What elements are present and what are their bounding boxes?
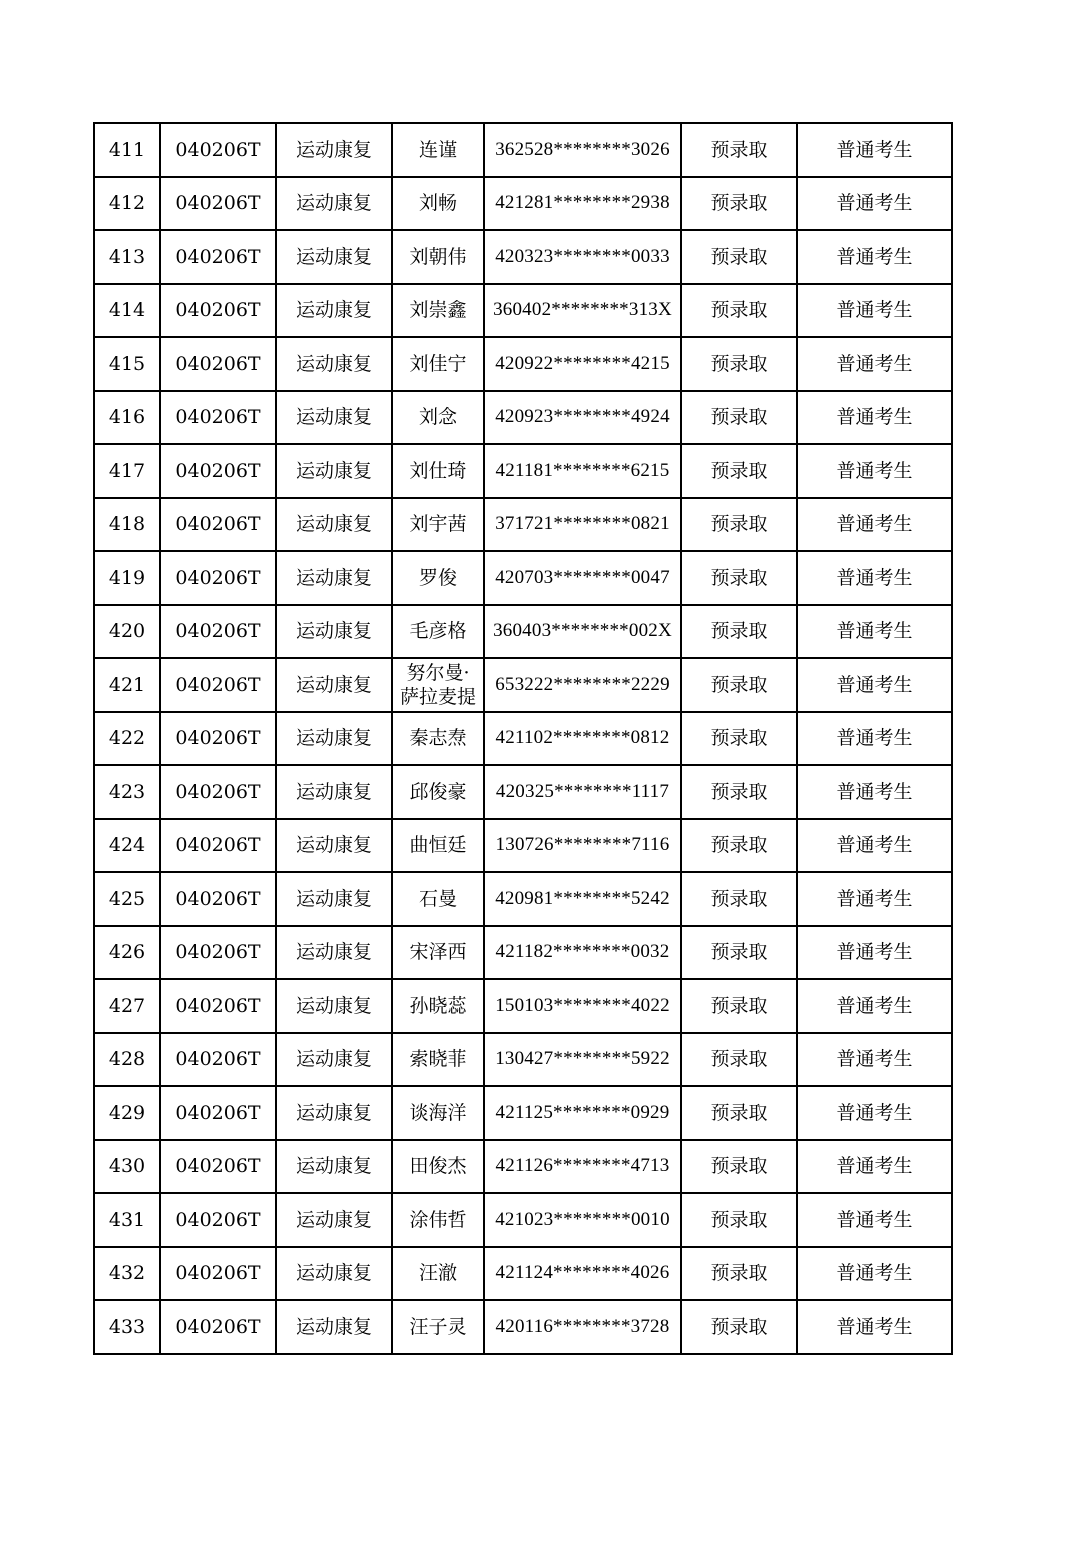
row-number-cell: 425 — [94, 872, 160, 926]
major-code-cell: 040206T — [160, 712, 276, 766]
admission-status-cell: 预录取 — [681, 605, 797, 659]
major-name-cell: 运动康复 — [276, 498, 392, 552]
student-name-cell — [392, 1033, 484, 1087]
student-name-line: 努尔曼· — [406, 661, 470, 684]
major-name-cell: 运动康复 — [276, 123, 392, 177]
major-name-cell: 运动康复 — [276, 177, 392, 231]
row-number-cell: 411 — [94, 123, 160, 177]
id-number-cell: 421281********2938 — [484, 177, 681, 231]
admission-status-cell: 预录取 — [681, 230, 797, 284]
major-name-cell: 运动康复 — [276, 926, 392, 980]
student-name-cell — [392, 230, 484, 284]
row-number-cell: 427 — [94, 979, 160, 1033]
row-number-cell: 422 — [94, 712, 160, 766]
major-code-cell: 040206T — [160, 391, 276, 445]
table-row — [94, 177, 952, 231]
major-name-cell: 运动康复 — [276, 1140, 392, 1194]
table-row — [94, 230, 952, 284]
table-row — [94, 123, 952, 177]
row-number-cell: 416 — [94, 391, 160, 445]
student-name-cell — [392, 819, 484, 873]
row-number-cell: 424 — [94, 819, 160, 873]
row-number-cell: 429 — [94, 1086, 160, 1140]
table-row — [94, 1193, 952, 1247]
table-row — [94, 1086, 952, 1140]
major-code-cell: 040206T — [160, 551, 276, 605]
student-name-line: 谈海洋 — [409, 1101, 467, 1124]
admission-table — [93, 122, 953, 1355]
major-code-cell: 040206T — [160, 230, 276, 284]
student-name-cell — [392, 284, 484, 338]
student-name-line: 萨拉麦提 — [399, 685, 476, 708]
applicant-type-cell: 普通考生 — [797, 284, 952, 338]
student-name-cell — [392, 1086, 484, 1140]
major-name-cell: 运动康复 — [276, 337, 392, 391]
row-number-cell: 423 — [94, 765, 160, 819]
applicant-type-cell: 普通考生 — [797, 658, 952, 712]
id-number-cell: 421182********0032 — [484, 926, 681, 980]
row-number-cell: 430 — [94, 1140, 160, 1194]
major-name-cell: 运动康复 — [276, 391, 392, 445]
applicant-type-cell: 普通考生 — [797, 1033, 952, 1087]
table-row — [94, 551, 952, 605]
table-row — [94, 658, 952, 712]
table-body — [94, 123, 952, 1354]
table-row — [94, 284, 952, 338]
admission-status-cell: 预录取 — [681, 1300, 797, 1354]
id-number-cell: 420703********0047 — [484, 551, 681, 605]
student-name-line: 汪澈 — [418, 1262, 457, 1285]
row-number-cell: 412 — [94, 177, 160, 231]
id-number-cell: 130726********7116 — [484, 819, 681, 873]
applicant-type-cell: 普通考生 — [797, 177, 952, 231]
major-code-cell: 040206T — [160, 819, 276, 873]
student-name-line: 刘崇鑫 — [409, 299, 467, 322]
admission-status-cell: 预录取 — [681, 444, 797, 498]
id-number-cell: 421102********0812 — [484, 712, 681, 766]
admission-status-cell: 预录取 — [681, 1193, 797, 1247]
table-row — [94, 498, 952, 552]
admission-status-cell: 预录取 — [681, 658, 797, 712]
admission-status-cell: 预录取 — [681, 337, 797, 391]
major-code-cell: 040206T — [160, 1247, 276, 1301]
major-name-cell: 运动康复 — [276, 765, 392, 819]
student-name-line: 孙晓蕊 — [409, 994, 467, 1017]
major-code-cell: 040206T — [160, 337, 276, 391]
major-name-cell: 运动康复 — [276, 230, 392, 284]
id-number-cell: 360402********313X — [484, 284, 681, 338]
applicant-type-cell: 普通考生 — [797, 979, 952, 1033]
admission-status-cell: 预录取 — [681, 872, 797, 926]
applicant-type-cell: 普通考生 — [797, 444, 952, 498]
student-name-cell — [392, 979, 484, 1033]
row-number-cell: 420 — [94, 605, 160, 659]
student-name-cell — [392, 712, 484, 766]
admission-status-cell: 预录取 — [681, 926, 797, 980]
admission-status-cell: 预录取 — [681, 551, 797, 605]
major-code-cell: 040206T — [160, 658, 276, 712]
student-name-line: 涂伟哲 — [409, 1208, 467, 1231]
student-name-cell — [392, 1193, 484, 1247]
table-row — [94, 1300, 952, 1354]
applicant-type-cell: 普通考生 — [797, 337, 952, 391]
student-name-cell — [392, 551, 484, 605]
table-row — [94, 1140, 952, 1194]
row-number-cell: 428 — [94, 1033, 160, 1087]
major-code-cell: 040206T — [160, 1193, 276, 1247]
student-name-cell — [392, 337, 484, 391]
major-name-cell: 运动康复 — [276, 444, 392, 498]
student-name-cell — [392, 177, 484, 231]
id-number-cell: 371721********0821 — [484, 498, 681, 552]
table-row — [94, 1247, 952, 1301]
applicant-type-cell: 普通考生 — [797, 1140, 952, 1194]
major-name-cell: 运动康复 — [276, 819, 392, 873]
table-row — [94, 926, 952, 980]
admission-status-cell: 预录取 — [681, 979, 797, 1033]
applicant-type-cell: 普通考生 — [797, 1300, 952, 1354]
applicant-type-cell: 普通考生 — [797, 712, 952, 766]
major-code-cell: 040206T — [160, 1140, 276, 1194]
student-name-line: 石曼 — [418, 887, 457, 910]
student-name-line: 刘念 — [418, 406, 457, 429]
major-name-cell: 运动康复 — [276, 712, 392, 766]
table-row — [94, 337, 952, 391]
student-name-cell — [392, 391, 484, 445]
student-name-line: 索晓菲 — [409, 1048, 467, 1071]
row-number-cell: 414 — [94, 284, 160, 338]
table-row — [94, 391, 952, 445]
id-number-cell: 420325********1117 — [484, 765, 681, 819]
applicant-type-cell: 普通考生 — [797, 819, 952, 873]
major-code-cell: 040206T — [160, 1086, 276, 1140]
student-name-cell — [392, 926, 484, 980]
row-number-cell: 426 — [94, 926, 160, 980]
major-code-cell: 040206T — [160, 605, 276, 659]
table-row — [94, 444, 952, 498]
row-number-cell: 419 — [94, 551, 160, 605]
applicant-type-cell: 普通考生 — [797, 765, 952, 819]
applicant-type-cell: 普通考生 — [797, 1247, 952, 1301]
student-name-cell — [392, 123, 484, 177]
student-name-line: 田俊杰 — [409, 1155, 467, 1178]
student-name-line: 刘佳宁 — [409, 352, 467, 375]
major-name-cell: 运动康复 — [276, 658, 392, 712]
student-name-cell — [392, 605, 484, 659]
major-code-cell: 040206T — [160, 444, 276, 498]
id-number-cell: 362528********3026 — [484, 123, 681, 177]
student-name-line: 邱俊豪 — [409, 780, 467, 803]
major-code-cell: 040206T — [160, 123, 276, 177]
row-number-cell: 417 — [94, 444, 160, 498]
admission-status-cell: 预录取 — [681, 284, 797, 338]
id-number-cell: 421023********0010 — [484, 1193, 681, 1247]
id-number-cell: 421124********4026 — [484, 1247, 681, 1301]
major-code-cell: 040206T — [160, 498, 276, 552]
student-name-cell — [392, 1140, 484, 1194]
applicant-type-cell: 普通考生 — [797, 926, 952, 980]
major-code-cell: 040206T — [160, 765, 276, 819]
id-number-cell: 653222********2229 — [484, 658, 681, 712]
student-name-cell — [392, 444, 484, 498]
admission-status-cell: 预录取 — [681, 391, 797, 445]
applicant-type-cell: 普通考生 — [797, 551, 952, 605]
admission-status-cell: 预录取 — [681, 819, 797, 873]
major-code-cell: 040206T — [160, 872, 276, 926]
table-row — [94, 872, 952, 926]
student-name-line: 毛彦格 — [409, 620, 467, 643]
student-name-line: 秦志焘 — [409, 727, 467, 750]
major-name-cell: 运动康复 — [276, 284, 392, 338]
row-number-cell: 432 — [94, 1247, 160, 1301]
student-name-cell — [392, 872, 484, 926]
applicant-type-cell: 普通考生 — [797, 605, 952, 659]
student-name-line: 罗俊 — [418, 566, 457, 589]
admission-status-cell: 预录取 — [681, 123, 797, 177]
applicant-type-cell: 普通考生 — [797, 391, 952, 445]
admission-status-cell: 预录取 — [681, 1247, 797, 1301]
applicant-type-cell: 普通考生 — [797, 498, 952, 552]
applicant-type-cell: 普通考生 — [797, 872, 952, 926]
id-number-cell: 150103********4022 — [484, 979, 681, 1033]
major-code-cell: 040206T — [160, 177, 276, 231]
major-code-cell: 040206T — [160, 926, 276, 980]
student-name-line: 刘朝伟 — [409, 245, 467, 268]
row-number-cell: 418 — [94, 498, 160, 552]
major-name-cell: 运动康复 — [276, 979, 392, 1033]
major-name-cell: 运动康复 — [276, 605, 392, 659]
id-number-cell: 420923********4924 — [484, 391, 681, 445]
student-name-line: 刘畅 — [418, 192, 457, 215]
admission-status-cell: 预录取 — [681, 177, 797, 231]
major-name-cell: 运动康复 — [276, 872, 392, 926]
id-number-cell: 420981********5242 — [484, 872, 681, 926]
admission-status-cell: 预录取 — [681, 765, 797, 819]
major-name-cell: 运动康复 — [276, 1086, 392, 1140]
major-code-cell: 040206T — [160, 1300, 276, 1354]
admission-status-cell: 预录取 — [681, 1033, 797, 1087]
table-row — [94, 819, 952, 873]
admission-status-cell: 预录取 — [681, 1140, 797, 1194]
student-name-cell — [392, 658, 484, 712]
student-name-line: 连谨 — [418, 138, 457, 161]
student-name-cell — [392, 1300, 484, 1354]
id-number-cell: 420116********3728 — [484, 1300, 681, 1354]
row-number-cell: 433 — [94, 1300, 160, 1354]
major-name-cell: 运动康复 — [276, 1247, 392, 1301]
major-name-cell: 运动康复 — [276, 1193, 392, 1247]
major-code-cell: 040206T — [160, 979, 276, 1033]
major-code-cell: 040206T — [160, 1033, 276, 1087]
id-number-cell: 360403********002X — [484, 605, 681, 659]
applicant-type-cell: 普通考生 — [797, 1086, 952, 1140]
id-number-cell: 421181********6215 — [484, 444, 681, 498]
id-number-cell: 130427********5922 — [484, 1033, 681, 1087]
id-number-cell: 421126********4713 — [484, 1140, 681, 1194]
row-number-cell: 415 — [94, 337, 160, 391]
table-row — [94, 712, 952, 766]
student-name-line: 刘仕琦 — [409, 459, 467, 482]
id-number-cell: 420323********0033 — [484, 230, 681, 284]
student-name-line: 曲恒廷 — [409, 834, 467, 857]
id-number-cell: 420922********4215 — [484, 337, 681, 391]
table-row — [94, 979, 952, 1033]
admission-status-cell: 预录取 — [681, 712, 797, 766]
table-row — [94, 1033, 952, 1087]
student-name-line: 汪子灵 — [409, 1315, 467, 1338]
student-name-cell — [392, 765, 484, 819]
row-number-cell: 431 — [94, 1193, 160, 1247]
applicant-type-cell: 普通考生 — [797, 123, 952, 177]
major-code-cell: 040206T — [160, 284, 276, 338]
applicant-type-cell: 普通考生 — [797, 1193, 952, 1247]
admission-status-cell: 预录取 — [681, 1086, 797, 1140]
major-name-cell: 运动康复 — [276, 1033, 392, 1087]
student-name-line: 刘宇茜 — [409, 513, 467, 536]
table-row — [94, 765, 952, 819]
admission-status-cell: 预录取 — [681, 498, 797, 552]
major-name-cell: 运动康复 — [276, 1300, 392, 1354]
student-name-cell — [392, 498, 484, 552]
id-number-cell: 421125********0929 — [484, 1086, 681, 1140]
table-row — [94, 605, 952, 659]
row-number-cell: 413 — [94, 230, 160, 284]
student-name-cell — [392, 1247, 484, 1301]
student-name-line: 宋泽西 — [409, 941, 467, 964]
row-number-cell: 421 — [94, 658, 160, 712]
applicant-type-cell: 普通考生 — [797, 230, 952, 284]
major-name-cell: 运动康复 — [276, 551, 392, 605]
